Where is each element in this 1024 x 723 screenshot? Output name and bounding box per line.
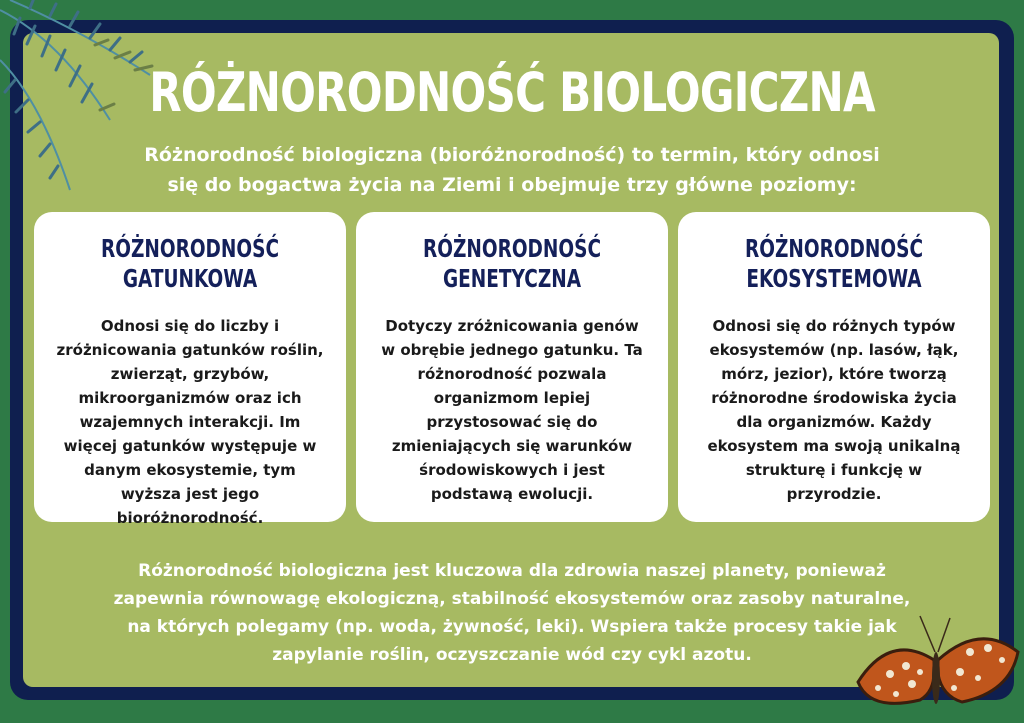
card-title-line1: RÓŻNORODNOŚĆ <box>100 234 280 263</box>
card-ecosystem-diversity <box>678 212 990 522</box>
card-text: Odnosi się do liczby i zróżnicowania gatunków roślin, zwierząt, grzybów, mikroorganizmów oraz ich wzajemnych interakcji. Im więcej gatunków występuje w danym ekosystemie, tym wyższa jest jego bioróżnorodność. <box>56 317 324 527</box>
card-title-line2: GENETYCZNA <box>442 264 582 293</box>
card-genetic-diversity <box>356 212 668 522</box>
card-title <box>91 234 289 294</box>
card-title <box>413 234 611 294</box>
card-title-line1: RÓŻNORODNOŚĆ <box>744 234 924 263</box>
card-text: Odnosi się do różnych typów ekosystemów (np. lasów, łąk, mórz, jezior), które tworzą różnorodne środowiska życia dla organizmów. Każdy ekosystem ma swoją unikalną strukturę i funkcję w przyrodzie. <box>707 317 961 503</box>
page-title: RÓŻNORODNOŚĆ BIOLOGICZNA <box>149 61 875 124</box>
card-species-diversity <box>34 212 346 527</box>
intro-text: Różnorodność biologiczna (bioróżnorodność) to termin, który odnosi się do bogactwa życia na Ziemi i obejmuje trzy główne poziomy: <box>144 144 880 196</box>
card-title-line1: RÓŻNORODNOŚĆ <box>422 234 602 263</box>
card-title-line2: GATUNKOWA <box>122 264 258 293</box>
outro-text: Różnorodność biologiczna jest kluczowa dla zdrowia naszej planety, ponieważ zapewnia równowagę ekologiczną, stabilność ekosystemów oraz zasoby naturalne, na których polegamy (np. woda, żywność, leki). Wspiera także procesy takie jak zapylanie roślin, oczyszczanie wód czy cykl azotu. <box>113 561 911 665</box>
card-text: Dotyczy zróżnicowania genów w obrębie jednego gatunku. Ta różnorodność pozwala organizmom lepiej przystosować się do zmieniających się warunków środowiskowych i jest podstawą ewolucji. <box>381 317 643 503</box>
card-title <box>735 234 933 294</box>
butterfly-icon <box>850 612 1020 720</box>
card-title-line2: EKOSYSTEMOWA <box>746 264 922 293</box>
